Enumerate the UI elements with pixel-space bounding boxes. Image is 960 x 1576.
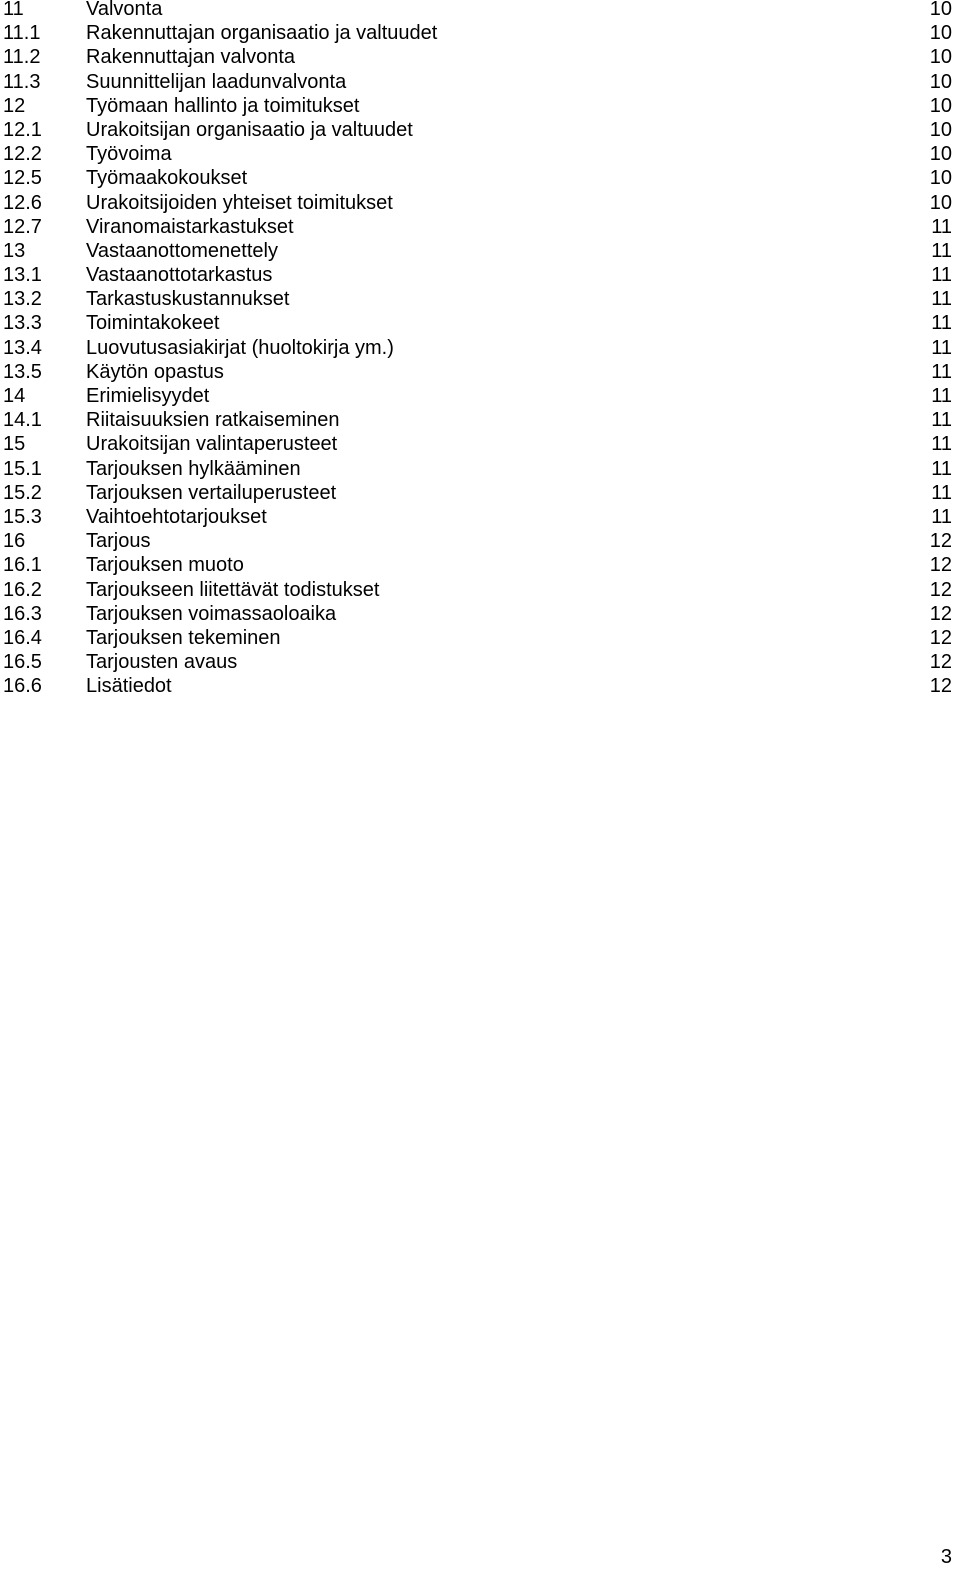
- toc-entry-page: 10: [929, 94, 952, 117]
- toc-entry-page: 11: [931, 239, 952, 262]
- toc-entry-title: Toimintakokeet: [86, 312, 220, 335]
- toc-entry-page: 11: [931, 360, 952, 383]
- toc-entry-title: Tarjouksen tekeminen: [86, 626, 281, 649]
- toc-entry-page: 11: [931, 433, 952, 456]
- toc-entry-number: 11.3: [3, 70, 41, 93]
- toc-entry[interactable]: [0, 529, 960, 553]
- toc-entry-title: Tarjouksen vertailuperusteet: [86, 481, 337, 504]
- toc-entry[interactable]: [0, 94, 960, 118]
- toc-entry[interactable]: [0, 384, 960, 408]
- toc-entry[interactable]: [0, 457, 960, 481]
- toc-entry-number: 13.4: [3, 336, 42, 359]
- toc-entry-number: 16.5: [3, 651, 42, 674]
- toc-entry[interactable]: [0, 505, 960, 529]
- toc-entry-number: 14: [3, 385, 26, 407]
- toc-entry-title: Suunnittelijan laadunvalvonta: [86, 70, 347, 93]
- toc-entry[interactable]: [0, 311, 960, 335]
- toc-entry-number: 12.7: [3, 215, 42, 238]
- toc-entry-title: Vastaanottomenettely: [86, 239, 278, 262]
- toc-entry-page: 11: [931, 457, 952, 480]
- toc-entry-number: 13: [3, 239, 26, 262]
- toc-entry-page: 11: [931, 505, 952, 528]
- toc-entry[interactable]: [0, 263, 960, 287]
- toc-entry[interactable]: [0, 432, 960, 456]
- toc-entry-page: 10: [929, 70, 952, 93]
- toc-entry-page: 12: [929, 530, 952, 553]
- page-number: 3: [940, 1546, 952, 1568]
- toc-entry-page: 11: [931, 481, 952, 504]
- toc-entry-title: Tarjouksen voimassaoloaika: [86, 602, 337, 625]
- toc-entry-number: 13.3: [3, 312, 42, 335]
- toc-entry[interactable]: [0, 626, 960, 650]
- toc-entry-number: 13.5: [3, 360, 42, 383]
- toc-entry[interactable]: [0, 650, 960, 674]
- toc-entry-number: 12.2: [3, 143, 42, 166]
- toc-entry[interactable]: [0, 0, 960, 21]
- toc-entry[interactable]: [0, 674, 960, 698]
- toc-entry-number: 16.3: [3, 602, 42, 625]
- toc-entry-number: 13.2: [3, 288, 42, 311]
- toc-entry-number: 14.1: [3, 409, 42, 432]
- toc-entry[interactable]: [0, 45, 960, 69]
- toc-entry-title: Vastaanottotarkastus: [86, 264, 273, 287]
- toc-entry-number: 15: [3, 433, 26, 456]
- toc-entry-title: Rakennuttajan organisaatio ja valtuudet: [86, 22, 438, 45]
- toc-entry-title: Viranomaistarkastukset: [86, 215, 294, 238]
- toc-entry-title: Valvonta: [86, 0, 163, 20]
- toc-entry-title: Tarjousten avaus: [86, 651, 238, 674]
- toc-entry-page: 10: [929, 167, 952, 190]
- toc-entry-number: 16.4: [3, 626, 42, 649]
- toc-entry-page: 10: [929, 143, 952, 166]
- toc-entry-title: Tarjouksen hylkääminen: [86, 457, 301, 480]
- toc-entry-number: 16.2: [3, 578, 42, 601]
- toc-entry-page: 11: [931, 385, 952, 407]
- toc-entry-page: 11: [931, 264, 952, 287]
- toc-entry[interactable]: [0, 70, 960, 94]
- toc-entry[interactable]: [0, 118, 960, 142]
- toc-entry-number: 11.2: [3, 46, 41, 69]
- toc-entry-number: 16.1: [3, 554, 42, 577]
- toc-entry[interactable]: [0, 142, 960, 166]
- toc-entry-title: Urakoitsijan valintaperusteet: [86, 433, 338, 456]
- toc-entry-page: 12: [929, 675, 952, 698]
- toc-entry[interactable]: [0, 336, 960, 360]
- toc-entry-page: 12: [929, 651, 952, 674]
- toc-entry-page: 11: [931, 215, 952, 238]
- toc-entry-page: 12: [929, 602, 952, 625]
- toc-entry-number: 15.2: [3, 481, 42, 504]
- toc-entry-title: Tarjous: [86, 530, 151, 553]
- toc-entry-number: 16.6: [3, 675, 42, 698]
- toc-entry-title: Työmaakokoukset: [86, 167, 248, 190]
- toc-entry[interactable]: [0, 215, 960, 239]
- toc-entry[interactable]: [0, 602, 960, 626]
- toc-entry-title: Tarjouksen muoto: [86, 554, 244, 577]
- toc-entry-page: 11: [931, 409, 952, 432]
- toc-entry-number: 15.3: [3, 505, 42, 528]
- toc-entry-title: Käytön opastus: [86, 360, 224, 383]
- toc-entry-page: 10: [929, 0, 952, 20]
- toc-entry[interactable]: [0, 287, 960, 311]
- toc-entry-title: Työmaan hallinto ja toimitukset: [86, 94, 360, 117]
- toc-entry[interactable]: [0, 408, 960, 432]
- toc-entry-page: 10: [929, 46, 952, 69]
- toc-entry-page: 12: [929, 626, 952, 649]
- toc-entry-number: 16: [3, 530, 26, 553]
- toc-entry-number: 15.1: [3, 457, 42, 480]
- toc-entry-title: Rakennuttajan valvonta: [86, 46, 296, 69]
- toc-entry-title: Vaihtoehtotarjoukset: [86, 505, 267, 528]
- toc-entry-title: Riitaisuuksien ratkaiseminen: [86, 409, 340, 432]
- toc-entry-page: 11: [931, 336, 952, 359]
- toc-entry-page: 10: [929, 191, 952, 214]
- toc-entry-title: Tarjoukseen liitettävät todistukset: [86, 578, 380, 601]
- toc-entry-page: 10: [929, 22, 952, 45]
- toc-entry-page: 12: [929, 578, 952, 601]
- toc-entry-number: 12.1: [3, 118, 42, 141]
- toc-entry-number: 13.1: [3, 264, 42, 287]
- toc-entry-page: 12: [929, 554, 952, 577]
- toc-entry[interactable]: [0, 21, 960, 45]
- toc-entry-number: 12: [3, 94, 26, 117]
- toc-entry-number: 12.6: [3, 191, 42, 214]
- toc-entry-page: 11: [931, 312, 952, 335]
- toc-entry[interactable]: [0, 191, 960, 215]
- toc-entry[interactable]: [0, 553, 960, 577]
- toc-entry[interactable]: [0, 360, 960, 384]
- toc-entry-number: 11.1: [3, 22, 41, 45]
- toc-entry[interactable]: [0, 578, 960, 602]
- toc-entry-page: 10: [929, 118, 952, 141]
- toc-entry-title: Työvoima: [86, 143, 172, 166]
- toc-entry-page: 11: [931, 288, 952, 311]
- toc-entry-number: 11: [3, 0, 24, 20]
- toc-entry-title: Luovutusasiakirjat (huoltokirja ym.): [86, 336, 394, 359]
- toc-entry[interactable]: [0, 239, 960, 263]
- toc-entry-title: Urakoitsijoiden yhteiset toimitukset: [86, 191, 393, 214]
- toc-entry-title: Tarkastuskustannukset: [86, 288, 290, 311]
- toc-entry-title: Urakoitsijan organisaatio ja valtuudet: [86, 118, 413, 141]
- toc-entry-number: 12.5: [3, 167, 42, 190]
- toc-entry[interactable]: [0, 166, 960, 190]
- toc-entry[interactable]: [0, 481, 960, 505]
- toc-entry-title: Lisätiedot: [86, 675, 172, 698]
- toc-entry-title: Erimielisyydet: [86, 385, 210, 407]
- table-of-contents: [0, 0, 960, 698]
